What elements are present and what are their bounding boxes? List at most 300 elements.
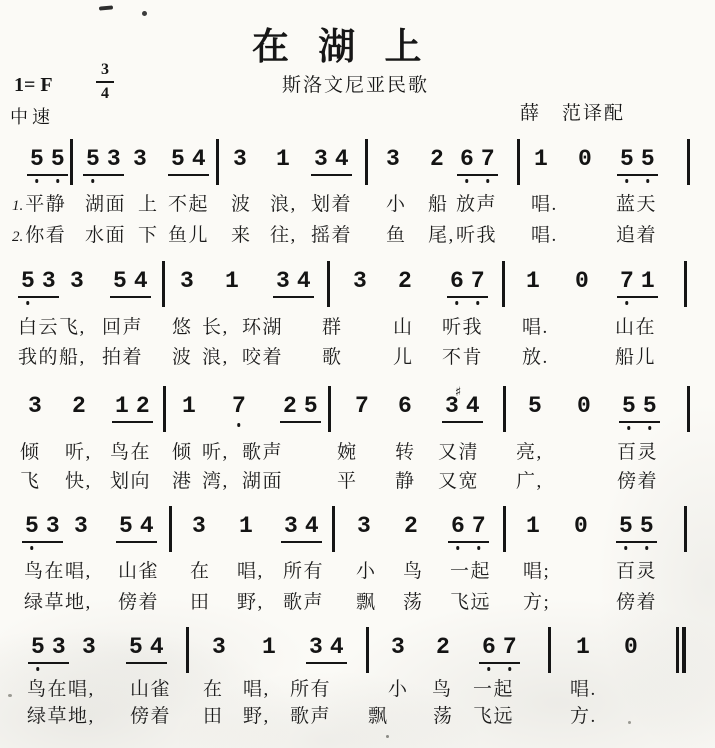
note-group bbox=[133, 148, 147, 171]
beamed-note-group bbox=[311, 148, 352, 176]
note bbox=[330, 636, 344, 659]
note-group bbox=[355, 395, 369, 418]
note-group bbox=[526, 515, 540, 538]
beamed-note-group bbox=[619, 395, 660, 423]
lyric-word: 放声 bbox=[456, 194, 498, 215]
note bbox=[309, 636, 323, 659]
barline bbox=[687, 386, 690, 432]
lyric-word: 所有 bbox=[290, 679, 332, 700]
note-group bbox=[398, 395, 412, 418]
note bbox=[355, 395, 369, 418]
note-digit: 6 bbox=[398, 393, 412, 419]
note bbox=[133, 148, 147, 171]
note-group bbox=[233, 148, 247, 171]
note bbox=[471, 270, 485, 293]
note-group bbox=[239, 515, 253, 538]
note bbox=[182, 395, 196, 418]
note bbox=[119, 515, 133, 538]
note-digit: 5 bbox=[619, 513, 633, 539]
note-digit: 7 bbox=[480, 146, 495, 172]
barline bbox=[548, 627, 551, 673]
beamed-note-group bbox=[28, 636, 69, 664]
beamed-note-group bbox=[616, 515, 657, 543]
note bbox=[624, 636, 638, 659]
note-group bbox=[276, 148, 290, 171]
note-digit: 3 bbox=[391, 634, 405, 660]
lyric-word: 在 bbox=[190, 561, 211, 582]
verse1-line-2 bbox=[0, 312, 715, 338]
note-group bbox=[578, 148, 592, 171]
note bbox=[526, 270, 540, 293]
beamed-note-group bbox=[617, 148, 658, 176]
translator-credit: 薛 范译配 bbox=[520, 103, 626, 124]
barline bbox=[163, 386, 166, 432]
rest-digit: 0 bbox=[578, 146, 592, 172]
note bbox=[305, 515, 319, 538]
lyric-word: 波 bbox=[172, 347, 193, 368]
note-digit: 3 bbox=[41, 268, 56, 294]
sharp-icon: ♯ bbox=[454, 385, 462, 400]
note bbox=[72, 395, 86, 418]
lyric-word: 白云飞, bbox=[18, 317, 86, 338]
note-group bbox=[212, 636, 226, 659]
lyric-word: 快, bbox=[65, 471, 92, 492]
note bbox=[212, 636, 226, 659]
song-title: 在 湖 上 bbox=[252, 27, 424, 68]
lyric-word: 傍着 bbox=[617, 471, 659, 492]
note-digit: 1 bbox=[534, 146, 548, 172]
note bbox=[534, 148, 548, 171]
lyric-word: 山 bbox=[393, 317, 414, 338]
note-group bbox=[353, 270, 367, 293]
time-signature-numerator: 3 bbox=[101, 61, 109, 78]
note bbox=[262, 636, 276, 659]
low-octave-dot bbox=[648, 426, 652, 430]
lyric-word: 绿草地, bbox=[24, 592, 92, 613]
note bbox=[526, 515, 540, 538]
barline bbox=[327, 261, 330, 307]
note bbox=[86, 148, 100, 171]
note-digit: 1 bbox=[182, 393, 196, 419]
low-octave-dot bbox=[30, 546, 34, 550]
note bbox=[436, 636, 450, 659]
lyric-word: 绿草地, bbox=[27, 706, 95, 727]
note-digit: 3 bbox=[233, 146, 247, 172]
lyric-word: 长, bbox=[202, 317, 229, 338]
note-digit: 2 bbox=[135, 393, 150, 419]
lyric-word: 傍着 bbox=[130, 706, 172, 727]
note-digit: 5 bbox=[528, 393, 542, 419]
lyric-word: 水面 bbox=[85, 225, 127, 246]
note-digit: 3 bbox=[284, 513, 298, 539]
lyric-word: 尾, bbox=[428, 225, 455, 246]
final-barline-thin bbox=[676, 627, 679, 673]
lyric-word: 山雀 bbox=[130, 679, 172, 700]
note bbox=[232, 395, 246, 418]
lyric-word: 小 bbox=[386, 194, 407, 215]
verse1-line-4 bbox=[0, 556, 715, 582]
note-group bbox=[624, 636, 638, 659]
note-digit: 5 bbox=[640, 146, 655, 172]
note-digit: 4 bbox=[304, 513, 319, 539]
barline bbox=[216, 139, 219, 185]
note-digit: 6 bbox=[482, 634, 496, 660]
lyric-word: 傍着 bbox=[118, 592, 160, 613]
barline bbox=[169, 506, 172, 552]
lyric-word: 山在 bbox=[615, 317, 657, 338]
lyric-word: 船 bbox=[428, 194, 449, 215]
note bbox=[353, 270, 367, 293]
low-octave-dot bbox=[476, 301, 480, 305]
note-digit: 7 bbox=[470, 268, 485, 294]
lyric-word: 飞远 bbox=[450, 592, 492, 613]
lyric-word: 咬着 bbox=[242, 347, 284, 368]
lyric-word: 划着 bbox=[311, 194, 353, 215]
lyric-word: 又宽 bbox=[438, 471, 480, 492]
beamed-note-group bbox=[280, 395, 321, 423]
note-digit: 4 bbox=[334, 146, 349, 172]
verse2-line-4 bbox=[0, 587, 715, 613]
lyric-word: 鱼儿 bbox=[168, 225, 210, 246]
notation-line-3 bbox=[0, 385, 715, 425]
barline bbox=[332, 506, 335, 552]
note-digit: 3 bbox=[106, 146, 121, 172]
note-digit: 5 bbox=[622, 393, 636, 419]
note-digit: 1 bbox=[576, 634, 590, 660]
note-digit: 5 bbox=[129, 634, 143, 660]
beamed-note-group bbox=[116, 515, 157, 543]
low-octave-dot bbox=[91, 179, 95, 183]
note bbox=[357, 515, 371, 538]
note bbox=[52, 636, 66, 659]
note-digit: 5 bbox=[639, 513, 654, 539]
note-digit: 5 bbox=[25, 513, 39, 539]
final-barline bbox=[676, 627, 686, 673]
lyric-word: 浪, bbox=[202, 347, 229, 368]
low-octave-dot bbox=[624, 546, 628, 550]
note-digit: 2 bbox=[404, 513, 418, 539]
lyric-word: 鸟 bbox=[403, 561, 424, 582]
note bbox=[450, 270, 464, 293]
note bbox=[481, 148, 495, 171]
lyric-word: 山雀 bbox=[118, 561, 160, 582]
low-octave-dot bbox=[237, 423, 241, 427]
note-group bbox=[404, 515, 418, 538]
note-digit: 4 bbox=[139, 513, 154, 539]
note bbox=[575, 270, 589, 293]
note-digit: 3 bbox=[386, 146, 400, 172]
rest-digit: 0 bbox=[575, 268, 589, 294]
lyric-word: 歌声 bbox=[242, 442, 284, 463]
lyric-word: 鱼 bbox=[386, 225, 407, 246]
lyric-word: 波 bbox=[231, 194, 252, 215]
verse1-line-1 bbox=[0, 189, 715, 215]
lyric-word: 划向 bbox=[110, 471, 152, 492]
lyric-word: 港 bbox=[172, 471, 193, 492]
note-digit: 4 bbox=[149, 634, 164, 660]
lyric-word: 放. bbox=[522, 347, 549, 368]
verse-number: 1. bbox=[12, 198, 24, 214]
note bbox=[115, 395, 129, 418]
note-digit: 5 bbox=[303, 393, 318, 419]
lyric-word: 环湖 bbox=[242, 317, 284, 338]
note-digit: 1 bbox=[526, 513, 540, 539]
beamed-note-group bbox=[18, 270, 59, 298]
note-digit: 2 bbox=[436, 634, 450, 660]
lyric-word: 听, bbox=[202, 442, 229, 463]
note-group bbox=[182, 395, 196, 418]
note bbox=[113, 270, 127, 293]
lyric-word: 来 bbox=[231, 225, 252, 246]
lyric-word: 湾, bbox=[202, 471, 229, 492]
note-group bbox=[534, 148, 548, 171]
note-group bbox=[225, 270, 239, 293]
lyric-word: 蓝天 bbox=[616, 194, 658, 215]
lyric-word: 船儿 bbox=[615, 347, 657, 368]
note-digit: 3 bbox=[45, 513, 60, 539]
note bbox=[577, 395, 591, 418]
lyric-word: 浪, bbox=[270, 194, 297, 215]
note bbox=[30, 148, 44, 171]
beamed-note-group bbox=[442, 385, 483, 423]
lyric-word: 小 bbox=[356, 561, 377, 582]
note bbox=[283, 395, 297, 418]
verse-number: 2. bbox=[12, 229, 24, 245]
lyric-word: 拍着 bbox=[102, 347, 144, 368]
lyric-word: 摇着 bbox=[311, 225, 353, 246]
beamed-note-group bbox=[273, 270, 314, 298]
note bbox=[136, 395, 150, 418]
note-group bbox=[398, 270, 412, 293]
lyric-word: 方. bbox=[570, 706, 597, 727]
barline bbox=[517, 139, 520, 185]
note bbox=[74, 515, 88, 538]
lyric-word: 野, bbox=[237, 592, 264, 613]
beamed-note-group bbox=[479, 636, 520, 664]
beamed-note-group bbox=[448, 515, 489, 543]
note-group bbox=[192, 515, 206, 538]
note bbox=[107, 148, 121, 171]
low-octave-dot bbox=[56, 179, 60, 183]
lyric-word: 傍着 bbox=[616, 592, 658, 613]
beamed-note-group bbox=[617, 270, 658, 298]
note-digit: 7 bbox=[471, 513, 486, 539]
lyric-word: 田 bbox=[203, 706, 224, 727]
note-digit: 5 bbox=[171, 146, 185, 172]
lyric-word: 广, bbox=[516, 471, 543, 492]
note-digit: 1 bbox=[526, 268, 540, 294]
verse2-line-5 bbox=[0, 701, 715, 727]
time-signature-denominator: 4 bbox=[101, 85, 109, 102]
barline bbox=[684, 506, 687, 552]
low-octave-dot bbox=[645, 546, 649, 550]
note-digit: 7 bbox=[502, 634, 517, 660]
note-digit: 4 bbox=[296, 268, 311, 294]
note-group bbox=[357, 515, 371, 538]
beamed-note-group bbox=[281, 515, 322, 543]
lyric-word: 一起 bbox=[450, 561, 492, 582]
note-digit: 2 bbox=[398, 268, 412, 294]
note bbox=[454, 385, 480, 419]
note-digit: 5 bbox=[30, 146, 44, 172]
lyric-word: 追着 bbox=[616, 225, 658, 246]
note-digit: 3 bbox=[82, 634, 96, 660]
verse2-line-3 bbox=[0, 466, 715, 492]
low-octave-dot bbox=[465, 179, 469, 183]
note-digit: 5 bbox=[21, 268, 35, 294]
low-octave-dot bbox=[455, 301, 459, 305]
note bbox=[398, 270, 412, 293]
lyric-word: 上 bbox=[138, 194, 159, 215]
note-group bbox=[70, 270, 84, 293]
lyric-word: 又清 bbox=[438, 442, 480, 463]
note bbox=[150, 636, 164, 659]
rest-digit: 0 bbox=[624, 634, 638, 660]
note bbox=[233, 148, 247, 171]
low-octave-dot bbox=[625, 301, 629, 305]
lyric-word: 听, bbox=[65, 442, 92, 463]
note bbox=[239, 515, 253, 538]
note-group bbox=[72, 395, 86, 418]
lyric-word: 唱. bbox=[531, 194, 558, 215]
note bbox=[391, 636, 405, 659]
note bbox=[28, 395, 42, 418]
lyric-word: 唱. bbox=[522, 317, 549, 338]
note bbox=[640, 515, 654, 538]
barline bbox=[684, 261, 687, 307]
final-barline-thick bbox=[682, 627, 686, 673]
notation-line-5 bbox=[0, 636, 715, 666]
note-digit: 3 bbox=[357, 513, 371, 539]
note bbox=[284, 515, 298, 538]
lyric-word: 歌声 bbox=[283, 592, 325, 613]
note bbox=[192, 148, 206, 171]
note bbox=[386, 148, 400, 171]
note-digit: 3 bbox=[309, 634, 323, 660]
key-signature: 1= F bbox=[14, 74, 53, 96]
note bbox=[134, 270, 148, 293]
note-digit: 5 bbox=[86, 146, 100, 172]
lyric-word: 飘 bbox=[368, 706, 389, 727]
verse2-line-1 bbox=[0, 220, 715, 246]
note-group bbox=[391, 636, 405, 659]
note bbox=[430, 148, 444, 171]
verse1-line-3 bbox=[0, 437, 715, 463]
note bbox=[129, 636, 143, 659]
note-digit: 1 bbox=[239, 513, 253, 539]
lyric-word: 倾 bbox=[172, 442, 193, 463]
note bbox=[297, 270, 311, 293]
note-digit: 1 bbox=[262, 634, 276, 660]
lyric-word: 飘 bbox=[356, 592, 377, 613]
note bbox=[641, 148, 655, 171]
notation-line-4 bbox=[0, 515, 715, 545]
lyric-word: 荡 bbox=[403, 592, 424, 613]
beamed-note-group bbox=[306, 636, 347, 664]
lyric-word: 鸟在 bbox=[110, 442, 152, 463]
note-group bbox=[576, 636, 590, 659]
note-digit: 6 bbox=[451, 513, 465, 539]
rest-digit: 0 bbox=[577, 393, 591, 419]
beamed-note-group bbox=[112, 395, 153, 423]
note-digit: 3 bbox=[180, 268, 194, 294]
note-digit: 3 bbox=[212, 634, 226, 660]
note-group bbox=[430, 148, 444, 171]
lyric-word: 倾 bbox=[20, 442, 41, 463]
note-digit: 7 bbox=[620, 268, 634, 294]
barline bbox=[70, 139, 73, 185]
lyric-word: 往, bbox=[270, 225, 297, 246]
barline bbox=[328, 386, 331, 432]
note bbox=[574, 515, 588, 538]
note-digit: 3 bbox=[192, 513, 206, 539]
low-octave-dot bbox=[627, 426, 631, 430]
lyric-word: 唱. bbox=[570, 679, 597, 700]
lyric-word: 我的船, bbox=[18, 347, 86, 368]
note-digit: 3 bbox=[276, 268, 290, 294]
note bbox=[25, 515, 39, 538]
note bbox=[276, 270, 290, 293]
note-digit: 3 bbox=[28, 393, 42, 419]
note-digit: 2 bbox=[283, 393, 297, 419]
note-group bbox=[577, 395, 591, 418]
note-digit: 1 bbox=[640, 268, 655, 294]
note-digit: 2 bbox=[72, 393, 86, 419]
note bbox=[643, 395, 657, 418]
note-digit: 3 bbox=[51, 634, 66, 660]
note-digit: 5 bbox=[642, 393, 657, 419]
note bbox=[42, 270, 56, 293]
lyric-word: 所有 bbox=[283, 561, 325, 582]
note-digit: 3 bbox=[133, 146, 147, 172]
note bbox=[451, 515, 465, 538]
lyric-word: 野, bbox=[243, 706, 270, 727]
low-octave-dot bbox=[35, 179, 39, 183]
note bbox=[622, 395, 636, 418]
beamed-note-group bbox=[27, 148, 68, 176]
lyric-word: 鸟 bbox=[432, 679, 453, 700]
beamed-note-group bbox=[126, 636, 167, 664]
lyric-word: 飞远 bbox=[473, 706, 515, 727]
note bbox=[472, 515, 486, 538]
note bbox=[641, 270, 655, 293]
low-octave-dot bbox=[508, 667, 512, 671]
lyric-word: 小 bbox=[388, 679, 409, 700]
note bbox=[460, 148, 474, 171]
note-group bbox=[528, 395, 542, 418]
low-octave-dot bbox=[36, 667, 40, 671]
lyric-word: 唱; bbox=[523, 561, 551, 582]
lyric-word: 湖面 bbox=[242, 471, 284, 492]
beamed-note-group bbox=[457, 148, 498, 176]
lyric-word: 下 bbox=[138, 225, 159, 246]
lyric-word: 2. 你看 bbox=[12, 225, 67, 246]
beamed-note-group bbox=[22, 515, 63, 543]
note-group bbox=[575, 270, 589, 293]
note-digit: 4 bbox=[191, 146, 206, 172]
note bbox=[171, 148, 185, 171]
note bbox=[82, 636, 96, 659]
note bbox=[503, 636, 517, 659]
note bbox=[70, 270, 84, 293]
note-group bbox=[386, 148, 400, 171]
note-group bbox=[232, 395, 246, 418]
note bbox=[619, 515, 633, 538]
note bbox=[276, 148, 290, 171]
note-digit: 1 bbox=[225, 268, 239, 294]
note-digit: 3 bbox=[74, 513, 88, 539]
lyric-word: 歌声 bbox=[290, 706, 332, 727]
